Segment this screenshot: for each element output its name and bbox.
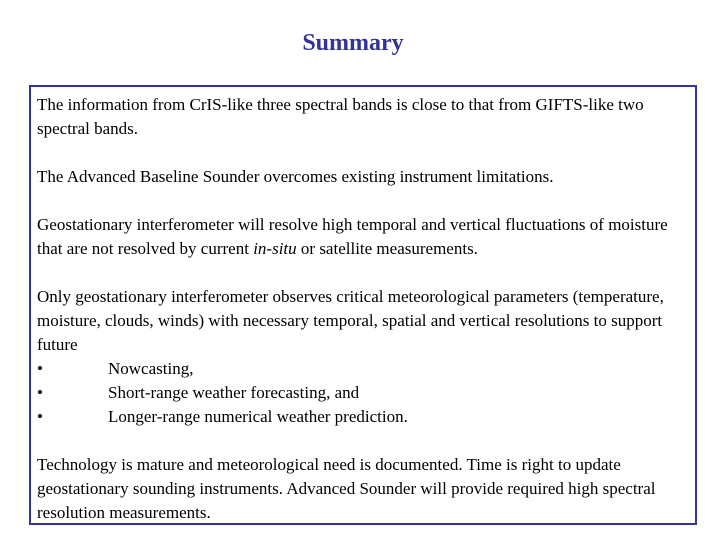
bullet-item [37,405,689,429]
bullet-dot: • [37,407,43,426]
bullet-dot: • [37,359,43,378]
summary-box [29,85,697,525]
paragraph-geostationary-text-start: Geostationary interferometer will resolve high temporal and vertical fluctuations of moisture that are not resolved by current [37,215,668,258]
bullet-text-short-range: Short-range weather forecasting, and [108,383,360,402]
paragraph-critical-parameters [37,285,689,429]
paragraph-advanced-baseline-sounder: The Advanced Baseline Sounder overcomes existing instrument limitations. [37,167,554,186]
paragraph-cris-gifts: The information from CrIS-like three spectral bands is close to that from GIFTS-like two spectral bands. [37,95,644,138]
bullet-text-longer-range: Longer-range numerical weather prediction. [108,407,408,426]
paragraph-technology-mature: Technology is mature and meteorological need is documented. Time is right to update geostationary sounding instruments. Advanced Sounder will provide required high spectral resolution measurements. [37,455,656,522]
paragraph-geostationary-text-end: or satellite measurements. [296,239,478,258]
bullet-item [37,357,689,381]
bullet-text-nowcasting: Nowcasting, [108,359,194,378]
bullet-item [37,381,689,405]
in-situ-italic: in-situ [253,239,297,258]
bullet-dot: • [37,383,43,402]
slide-title: Summary [302,30,404,56]
paragraph-geostationary-interferometer [37,213,689,261]
paragraph-critical-parameters-text: Only geostationary interferometer observes critical meteorological parameters (temperature, moisture, clouds, winds) with necessary temporal, spatial and vertical resolutions to support future [37,287,664,354]
